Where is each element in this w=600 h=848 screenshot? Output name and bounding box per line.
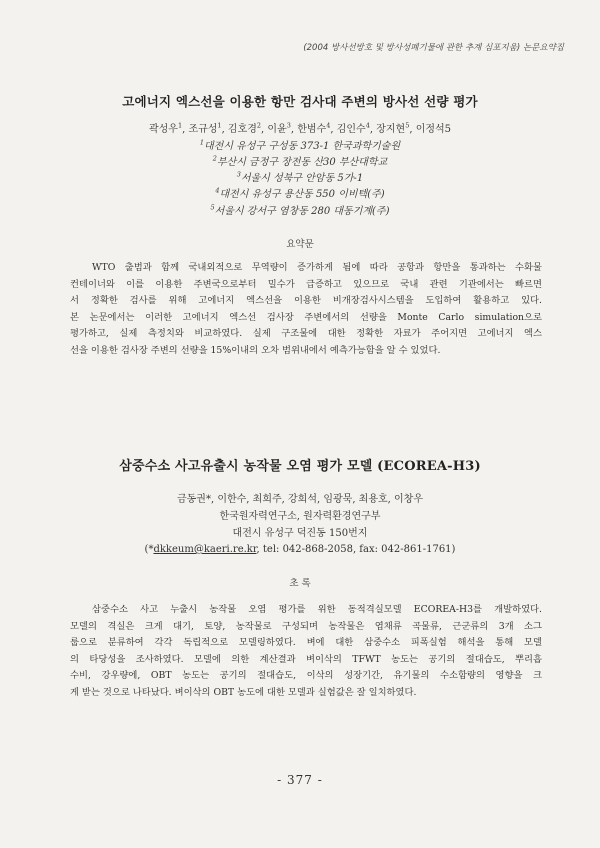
paper1-abstract-label: 요약문 <box>286 239 314 250</box>
author-sup: 1 <box>177 121 183 130</box>
paper2-abstract <box>70 602 542 702</box>
author: 김호경 <box>227 124 257 135</box>
abstract-line: 컨테이너와 이를 이용한 주변국으로부터 밀수가 급증하고 있으므로 국내 관련 기관에서는 빠르면 <box>70 278 542 290</box>
abstract-line: 본 논문에서는 이러한 고에너지 엑스선 검사장 주변에서의 선량을 Monte Carlo simulation으로 <box>70 311 542 323</box>
paper2-abstract-label: 초 록 <box>289 578 311 589</box>
running-header: (2004 방사선방호 및 방사성폐기물에 관한 추계 심포지움) 논문요약집 <box>303 43 564 53</box>
affil-text: 대전시 유성구 구성동 373-1 한국과학기술원 <box>204 141 401 152</box>
author: 장지현 <box>376 124 406 135</box>
author: 이윤 <box>267 124 287 135</box>
paper1-authors: 곽성우$^1$, 조규성$^1$, 김호경$^2$, 이윤$^3$, 한범수$^4$, 김인수$^4$, 장지현$^5$, 이정석5 <box>148 121 452 135</box>
affil-sup: 5 <box>210 203 215 212</box>
author: 김인수 <box>336 124 366 135</box>
abstract-line: 선을 이용한 검사장 주변의 선량을 15%이내의 오차 범위내에서 예측가능함을 알 수 있었다. <box>70 344 441 356</box>
affil-text: 서울시 성북구 안암동 5가-1 <box>240 173 364 184</box>
paper1-affiliation-1 <box>0 140 600 154</box>
abstract-line: 게 받는 것으로 나타났다. 벼이삭의 OBT 농도에 대한 모델과 실험값은 잘 일치하였다. <box>70 686 417 698</box>
author: 한범수 <box>297 124 327 135</box>
abstract-line: 평가하고, 실제 측정치와 비교하였다. 실제 구조물에 대한 정확한 자료가 주어지면 고에너지 엑스 <box>70 328 542 340</box>
author-sup: 3 <box>286 121 291 130</box>
abstract-line: WTO 출범과 함께 국내외적으로 무역량이 증가하게 됨에 따라 공항과 항만을 통과하는 수화물 <box>92 262 542 273</box>
author: 이정석5 <box>415 124 452 135</box>
author-sup: 4 <box>326 121 331 130</box>
paper2-affiliation: 한국원자력연구소, 원자력환경연구부 <box>219 511 381 522</box>
paper2-authors: 금동권*, 이한수, 최희주, 강희석, 임광묵, 최용호, 이창우 <box>176 494 423 505</box>
affil-sup: 2 <box>212 154 217 163</box>
page-number: - 377 - <box>277 773 323 787</box>
paper1-affiliation-5 <box>0 205 600 219</box>
author-sup: 5 <box>405 121 410 130</box>
abstract-line: 모델의 격실은 크게 대기, 토양, 농작물로 구성되며 농작물은 엽채류 곡물류, 근군류의 3개 소그 <box>70 620 542 632</box>
paper2-title: 삼중수소 사고유출시 농작물 오염 평가 모델 (ECOREA-H3) <box>119 459 481 474</box>
paper2-contact <box>0 544 600 555</box>
author-sup: 2 <box>256 121 262 130</box>
paper1-affiliation-3 <box>0 172 600 186</box>
contact-details: , tel: 042-868-2058, fax: 042-861-1761) <box>256 544 456 555</box>
email-link[interactable]: dkkeum@kaeri.re.kr <box>153 544 257 555</box>
affil-sup: 1 <box>199 138 205 147</box>
author: 조규성 <box>188 124 218 135</box>
contact-prefix: (* <box>144 544 154 555</box>
paper1-affiliation-2 <box>0 156 600 170</box>
affil-text: 부산시 금정구 장전동 산30 부산대학교 <box>216 157 388 168</box>
paper1-abstract <box>70 260 542 360</box>
author: 곽성우 <box>148 124 178 135</box>
abstract-line: 의 타당성을 조사하였다. 모델에 의한 계산결과 벼이삭의 TFWT 농도는 공기의 절대습도, 뿌리흡 <box>70 653 542 665</box>
paper1-affiliation-4 <box>0 188 600 202</box>
abstract-line: 룹으로 분류하여 각각 독립적으로 모델링하였다. 벼에 대한 삼중수소 피폭실험 해석을 통해 모델 <box>70 637 542 649</box>
affil-sup: 3 <box>236 170 241 179</box>
paper2-address: 대전시 유성구 덕진동 150번지 <box>232 528 368 539</box>
paper1-title: 고에너지 엑스선을 이용한 항만 검사대 주변의 방사선 선량 평가 <box>122 94 478 109</box>
affil-text: 서울시 강서구 염창동 280 대동기계(주) <box>214 206 390 217</box>
affil-sup: 4 <box>215 186 220 195</box>
abstract-line: 서 정확한 검사를 위해 고에너지 엑스선을 이용한 비개장검사시스템을 도입하여 활용하고 있다. <box>70 295 542 307</box>
abstract-line: 수비, 강우량에, OBT 농도는 공기의 절대습도, 이삭의 성장기간, 유기물의 수소함량의 영향을 크 <box>70 670 542 682</box>
affil-text: 대전시 유성구 용산동 550 이비텍(주) <box>219 189 385 200</box>
abstract-line: 삼중수소 사고 누출시 농작물 오염 평가를 위한 동적격실모델 ECOREA-H3를 개발하였다. <box>92 604 542 615</box>
author-sup: 1 <box>217 121 222 130</box>
author-sup: 4 <box>365 121 370 130</box>
